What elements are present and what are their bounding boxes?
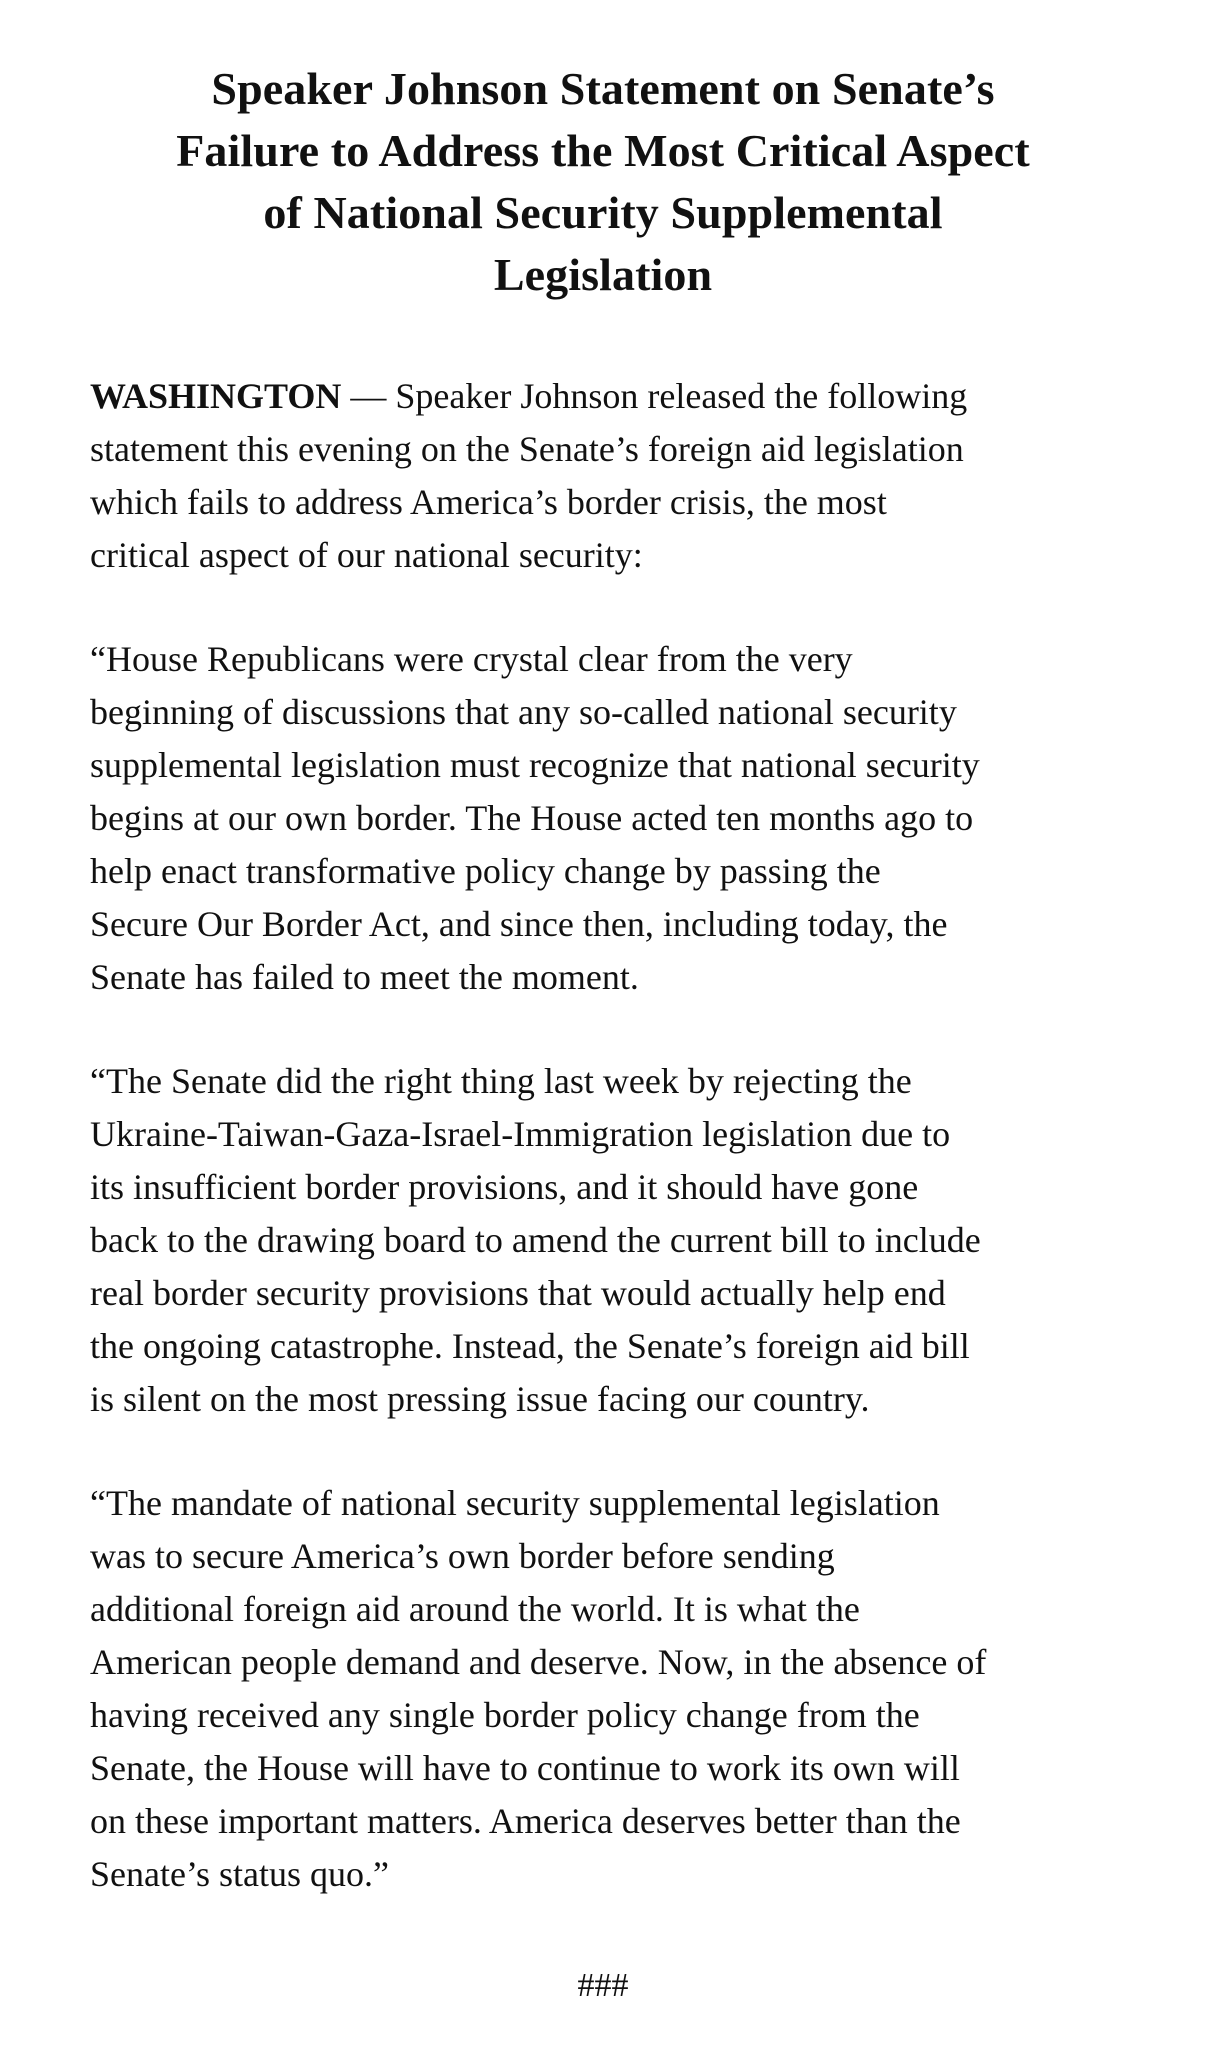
paragraph-line: beginning of discussions that any so-called national security	[90, 692, 957, 732]
paragraph-line: on these important matters. America deserves better than the	[90, 1801, 961, 1841]
intro-line: Speaker Johnson released the following	[395, 376, 968, 416]
statement-body	[90, 370, 1150, 1952]
paragraph-line: having received any single border policy change from the	[90, 1695, 920, 1735]
paragraph-line: “House Republicans were crystal clear from the very	[90, 639, 853, 679]
intro-line: which fails to address America’s border crisis, the most	[90, 482, 887, 522]
paragraph-line: was to secure America’s own border before sending	[90, 1536, 835, 1576]
paragraph-line: help enact transformative policy change by passing the	[90, 851, 881, 891]
paragraph-line: American people demand and deserve. Now, in the absence of	[90, 1642, 987, 1682]
paragraph-line: Senate has failed to meet the moment.	[90, 957, 639, 997]
paragraph-line: Senate, the House will have to continue to work its own will	[90, 1748, 960, 1788]
paragraph-line: supplemental legislation must recognize that national security	[90, 745, 980, 785]
title-line: Legislation	[493, 249, 713, 300]
paragraph-line: is silent on the most pressing issue facing our country.	[90, 1379, 870, 1419]
paragraph-line: Ukraine-Taiwan-Gaza-Israel-Immigration legislation due to	[90, 1114, 951, 1154]
title-line: Failure to Address the Most Critical Aspect	[176, 125, 1030, 176]
paragraph-line: back to the drawing board to amend the current bill to include	[90, 1220, 981, 1260]
intro-line: statement this evening on the Senate’s foreign aid legislation	[90, 429, 964, 469]
title-line: of National Security Supplemental	[263, 187, 943, 238]
end-mark: ###	[577, 1967, 629, 2004]
quote-paragraph-1	[90, 633, 1150, 1004]
intro-first-line	[90, 370, 1150, 423]
paragraph-line: “The Senate did the right thing last week by rejecting the	[90, 1061, 912, 1101]
paragraph-line: its insufficient border provisions, and it should have gone	[90, 1167, 919, 1207]
paragraph-line: additional foreign aid around the world. It is what the	[90, 1589, 860, 1629]
dateline: WASHINGTON	[90, 376, 342, 416]
quote-paragraph-2	[90, 1055, 1150, 1426]
paragraph-line: begins at our own border. The House acted ten months ago to	[90, 798, 974, 838]
paragraph-line: Senate’s status quo.”	[90, 1854, 389, 1894]
intro-paragraph	[90, 370, 1150, 582]
intro-line: critical aspect of our national security:	[90, 535, 643, 575]
quote-paragraph-3	[90, 1477, 1150, 1901]
dateline-separator: —	[341, 376, 396, 416]
paragraph-line: Secure Our Border Act, and since then, including today, the	[90, 904, 948, 944]
paragraph-line: “The mandate of national security supplemental legislation	[90, 1483, 940, 1523]
paragraph-line: the ongoing catastrophe. Instead, the Senate’s foreign aid bill	[90, 1326, 970, 1366]
title-line: Speaker Johnson Statement on Senate’s	[211, 63, 995, 114]
paragraph-line: real border security provisions that would actually help end	[90, 1273, 946, 1313]
page-title	[80, 58, 1126, 306]
